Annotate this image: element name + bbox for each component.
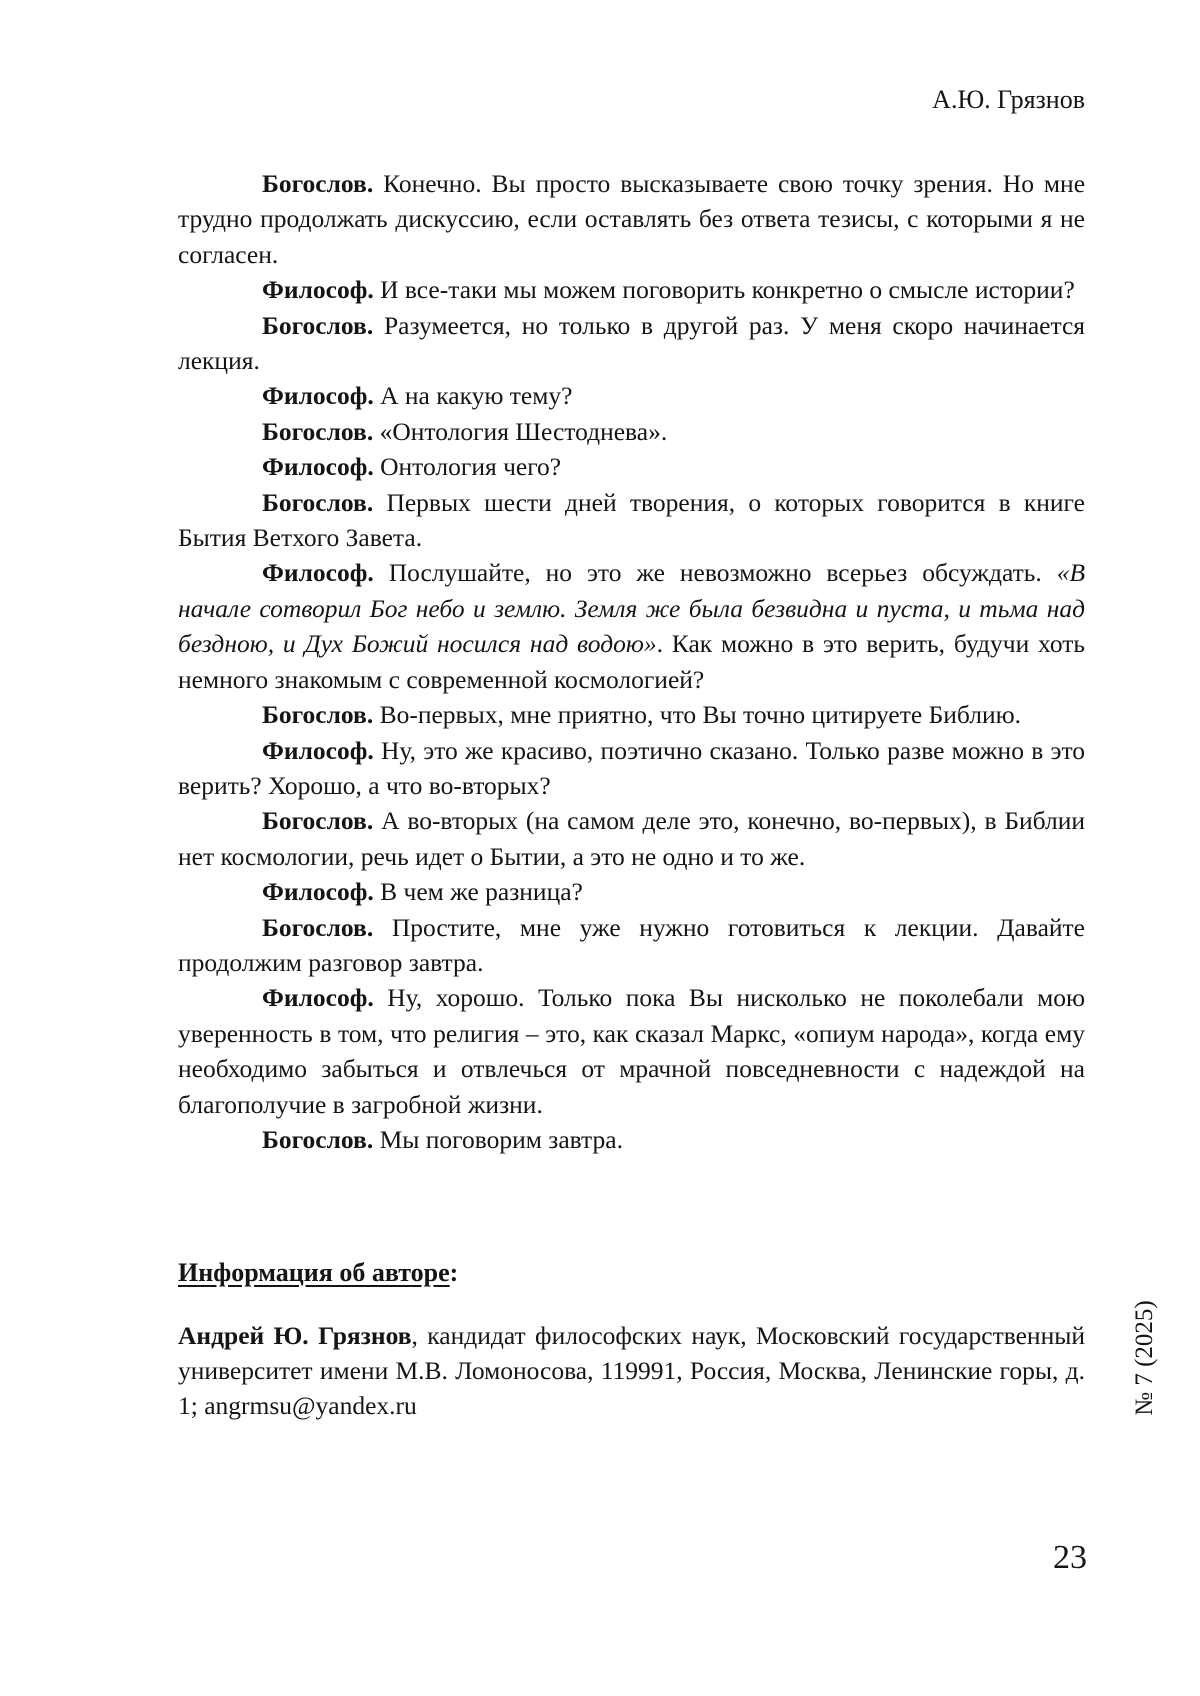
dialogue-paragraph [178, 697, 1085, 732]
dialogue-text: Онтология чего? [380, 452, 562, 482]
speaker-name: Богослов. [262, 912, 374, 942]
dialogue-text: Первых шести дней творения, о которых говорится в книге Бытия Ветхого Завета. [178, 487, 1085, 553]
author-name: Андрей Ю. Грязнов [178, 1321, 412, 1350]
speaker-name: Богослов. [262, 806, 374, 836]
dialogue-text: Мы поговорим завтра. [379, 1124, 623, 1154]
dialogue-text: А на какую тему? [380, 381, 573, 411]
dialogue-paragraph [178, 1122, 1085, 1157]
dialogue-paragraph [178, 166, 1085, 272]
speaker-name: Богослов. [262, 169, 374, 198]
speaker-name: Богослов. [262, 487, 374, 517]
author-info-paragraph [178, 1318, 1085, 1423]
issue-number-vertical-label: № 7 (2025) [1131, 1300, 1158, 1416]
dialogue-paragraph [178, 378, 1085, 413]
dialogue-paragraph [178, 980, 1085, 1122]
dialogue-paragraph [178, 485, 1085, 556]
speaker-name: Богослов. [262, 416, 374, 446]
speaker-name: Богослов. [262, 310, 374, 340]
dialogue-paragraph [178, 308, 1085, 379]
author-info-heading-text: Информация об авторе [178, 1258, 450, 1287]
dialogue-text: Ну, хорошо. Только пока Вы нисколько не поколебали мою уверенность в том, что религия – это, как сказал Маркс, «опиум народа», когда ему необходимо забыться и отвлечься от мрачной повседневности с надеждой на благополучие в загробной жизни. [178, 983, 1086, 1119]
dialogue-paragraph [178, 449, 1085, 484]
page-number: 23 [1053, 1539, 1087, 1576]
dialogue-paragraph [178, 803, 1085, 874]
speaker-name: Философ. [262, 558, 374, 588]
speaker-name: Философ. [262, 452, 374, 482]
dialogue-section [178, 166, 1085, 1157]
dialogue-text: Разумеется, но только в другой раз. У меня скоро начинается лекция. [178, 310, 1085, 376]
dialogue-text: . Как можно в это верить, будучи хоть немного знакомым с современной космологией? [178, 629, 1086, 694]
dialogue-text: «Онтология Шестоднева». [379, 416, 668, 446]
dialogue-paragraph [178, 733, 1085, 804]
scripture-quote-italic: «В начале сотворил Бог небо и землю. Земля же была безвидна и пуста, и тьма над бездною, и Дух Божий носился над водою» [178, 558, 1086, 659]
dialogue-paragraph [178, 555, 1085, 697]
speaker-name: Философ. [262, 735, 374, 765]
dialogue-text: И все-таки мы можем поговорить конкретно о смысле истории? [380, 275, 1075, 305]
author-details: , кандидат философских наук, Московский государственный университет имени М.В. Ломоносова, 119991, Россия, Москва, Ленинские горы, д. 1; angrmsu@yandex.ru [178, 1321, 1085, 1420]
speaker-name: Философ. [262, 877, 374, 907]
dialogue-text: Во-первых, мне приятно, что Вы точно цитируете Библию. [379, 700, 1022, 730]
dialogue-text: Послушайте, но это же невозможно всерьез обсуждать. [388, 558, 1057, 588]
dialogue-text: Ну, это же красиво, поэтично сказано. Только разве можно в это верить? Хорошо, а что во-вторых? [178, 735, 1085, 800]
author-info-heading-colon: : [449, 1258, 459, 1287]
speaker-name: Богослов. [262, 700, 374, 730]
dialogue-paragraph [178, 910, 1085, 981]
speaker-name: Философ. [262, 275, 374, 305]
speaker-name: Богослов. [262, 1124, 374, 1154]
speaker-name: Философ. [262, 381, 374, 411]
dialogue-text: В чем же разница? [380, 877, 583, 907]
running-head-author: А.Ю. Грязнов [932, 85, 1085, 114]
dialogue-text: Конечно. Вы просто высказываете свою точку зрения. Но мне трудно продолжать дискуссию, если оставлять без ответа тезисы, с которыми я не согласен. [178, 169, 1086, 269]
author-info-heading [178, 1256, 458, 1290]
speaker-name: Философ. [262, 983, 374, 1013]
dialogue-paragraph [178, 272, 1085, 307]
dialogue-text: Простите, мне уже нужно готовиться к лекции. Давайте продолжим разговор завтра. [178, 912, 1086, 977]
dialogue-text: А во-вторых (на самом деле это, конечно, во-первых), в Библии нет космологии, речь идет о Бытии, а это не одно и то же. [178, 806, 1086, 871]
dialogue-paragraph [178, 414, 1085, 449]
dialogue-paragraph [178, 874, 1085, 909]
